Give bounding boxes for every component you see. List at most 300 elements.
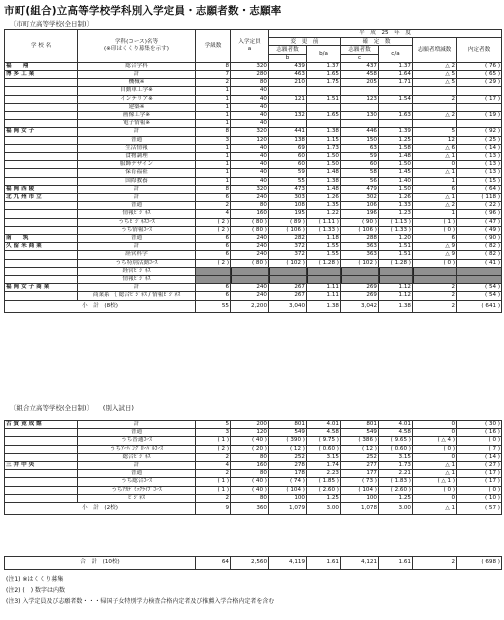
within-count-cell: ( 19 ) <box>457 111 502 119</box>
school-name-cell <box>5 251 78 259</box>
applicants-final-cell: ( 12 ) <box>341 445 379 453</box>
classes-cell: 2 <box>196 202 231 210</box>
school-name-cell <box>5 486 78 494</box>
table-row <box>5 284 502 292</box>
applicants-final-cell: 252 <box>341 453 379 461</box>
classes-cell: ( 1 ) <box>196 437 231 445</box>
applicants-final-cell: 269 <box>341 284 379 292</box>
within-count-cell: ( 25 ) <box>457 136 502 144</box>
within-count-cell: ( 41 ) <box>457 259 502 267</box>
within-count-cell: ( 57 ) <box>457 503 502 515</box>
ratio-final-cell: 1.38 <box>379 300 413 312</box>
applicant-change-cell: △ 5 <box>413 79 457 87</box>
applicants-before-cell: 132 <box>269 111 307 119</box>
ratio-final-cell <box>379 120 413 128</box>
ratio-final-cell <box>379 267 413 275</box>
grand-total-label: 合 計 (10校) <box>5 557 196 570</box>
capacity-cell: ( 80 ) <box>231 218 269 226</box>
table-row <box>5 276 502 284</box>
applicants-before-cell: 108 <box>269 202 307 210</box>
applicant-change-cell: △ 9 <box>413 251 457 259</box>
school-name-cell <box>5 429 78 437</box>
applicant-change-cell: △ 5 <box>413 70 457 78</box>
grand-total-value: 64 <box>196 557 231 570</box>
applicant-change-cell: △ 1 <box>413 152 457 160</box>
applicant-change-cell: 2 <box>413 300 457 312</box>
applicant-change-cell: △ 1 <box>413 470 457 478</box>
capacity-cell: 160 <box>231 210 269 218</box>
table-row <box>5 243 502 251</box>
school-name-cell <box>5 259 78 267</box>
course-name-cell: 建築※ <box>78 103 196 111</box>
course-name-cell: うちﾋﾞｼﾞﾈｽｺｰｽ <box>78 218 196 226</box>
ratio-before-cell <box>307 103 341 111</box>
school-name-cell <box>5 202 78 210</box>
classes-cell <box>196 276 231 284</box>
course-name-cell: 計 <box>78 185 196 193</box>
table-row <box>5 470 502 478</box>
applicants-final-cell: 302 <box>341 194 379 202</box>
school-name-cell <box>5 144 78 152</box>
capacity-cell: 240 <box>231 284 269 292</box>
applicant-change-cell: 0 <box>413 421 457 429</box>
table-row <box>5 194 502 202</box>
applicants-before-cell: 801 <box>269 421 307 429</box>
table-row <box>5 120 502 128</box>
ratio-before-cell: 1.74 <box>307 462 341 470</box>
ratio-final-cell: 1.33 <box>379 202 413 210</box>
applicant-change-cell: △ 1 <box>413 503 457 515</box>
capacity-cell: ( 40 ) <box>231 437 269 445</box>
table-row <box>5 267 502 275</box>
table-row <box>5 202 502 210</box>
ratio-final-cell: 1.45 <box>379 169 413 177</box>
school-name-cell <box>5 292 78 300</box>
within-count-cell: ( 92 ) <box>457 128 502 136</box>
applicants-before-cell <box>269 120 307 128</box>
applicant-change-cell: 0 <box>413 429 457 437</box>
course-name-cell: インテリア※ <box>78 95 196 103</box>
classes-cell: 9 <box>196 503 231 515</box>
within-count-cell: ( 17 ) <box>457 478 502 486</box>
classes-cell: 3 <box>196 429 231 437</box>
table-row <box>5 152 502 160</box>
course-name-cell: 情報ﾋﾞｼﾞﾈｽ <box>78 210 196 218</box>
grand-total-value: 4,119 <box>269 557 307 570</box>
course-name-cell: ﾋﾞｼﾞﾈｽ <box>78 494 196 502</box>
applicant-change-cell: △ 2 <box>413 202 457 210</box>
school-name-cell <box>5 152 78 160</box>
applicant-change-cell: △ 2 <box>413 111 457 119</box>
applicants-before-cell: 121 <box>269 95 307 103</box>
school-name-cell: 福 岡 西 陵 <box>5 185 78 193</box>
footnote-3: (注3) 入学定員及び志願者数・・・帰国子女特別学力検査合格内定者及び推薦入学合格内定者を含む <box>6 598 275 605</box>
applicants-final-cell: 277 <box>341 462 379 470</box>
applicants-before-cell <box>269 267 307 275</box>
applicant-change-cell: 1 <box>413 177 457 185</box>
school-name-cell: 三 井 中 央 <box>5 462 78 470</box>
applicants-before-cell: ( 390 ) <box>269 437 307 445</box>
course-name-cell: 計 <box>78 284 196 292</box>
within-count-cell: ( 82 ) <box>457 243 502 251</box>
within-count-cell: ( 13 ) <box>457 152 502 160</box>
ratio-final-cell: 1.23 <box>379 210 413 218</box>
classes-cell: 6 <box>196 243 231 251</box>
applicants-before-cell: 439 <box>269 62 307 70</box>
table-row <box>5 103 502 111</box>
classes-cell: ( 2 ) <box>196 445 231 453</box>
applicant-change-cell: 0 <box>413 453 457 461</box>
applicants-final-cell: 363 <box>341 243 379 251</box>
within-count-cell: ( 54 ) <box>457 292 502 300</box>
applicants-before-cell <box>269 276 307 284</box>
capacity-cell: 2,200 <box>231 300 269 312</box>
capacity-cell: 320 <box>231 128 269 136</box>
table-row <box>5 95 502 103</box>
course-name-cell: うち総合ｺｰｽ <box>78 478 196 486</box>
table-row <box>5 185 502 193</box>
course-name-cell: うちｱｰﾊﾞﾝｸﾞﾛｰﾊﾞﾙｺｰｽ <box>78 445 196 453</box>
table-row <box>5 111 502 119</box>
applicant-change-cell <box>413 276 457 284</box>
ratio-final-cell: 1.39 <box>379 128 413 136</box>
applicants-final-cell: ( 106 ) <box>341 226 379 234</box>
within-count-cell: ( 64 ) <box>457 185 502 193</box>
school-name-cell <box>5 445 78 453</box>
ratio-before-cell: 1.51 <box>307 95 341 103</box>
applicant-change-cell: ( 0 ) <box>413 226 457 234</box>
applicant-change-cell <box>413 120 457 128</box>
classes-cell: 1 <box>196 87 231 95</box>
ratio-final-cell: 1.54 <box>379 95 413 103</box>
school-name-cell <box>5 478 78 486</box>
classes-cell: 1 <box>196 120 231 128</box>
applicant-change-cell: △ 6 <box>413 144 457 152</box>
capacity-cell: 40 <box>231 120 269 128</box>
applicant-change-cell: ( △ 1 ) <box>413 478 457 486</box>
capacity-cell: 40 <box>231 103 269 111</box>
applicant-change-cell: ( 1 ) <box>413 218 457 226</box>
course-name-cell: 普通 <box>78 429 196 437</box>
applicant-change-cell: △ 1 <box>413 194 457 202</box>
grand-total-value: 2 <box>413 557 457 570</box>
applicants-final-cell: 60 <box>341 161 379 169</box>
header-ba: b/a <box>307 46 341 62</box>
course-name-cell: 普通 <box>78 202 196 210</box>
school-name-cell <box>5 267 78 275</box>
applicants-before-cell: ( 102 ) <box>269 259 307 267</box>
capacity-cell: 80 <box>231 453 269 461</box>
classes-cell: 4 <box>196 462 231 470</box>
applicants-final-cell: 59 <box>341 152 379 160</box>
school-name-cell <box>5 437 78 445</box>
applicants-before-cell: 69 <box>269 144 307 152</box>
ratio-before-cell: 2.23 <box>307 470 341 478</box>
ratio-before-cell: 1.48 <box>307 169 341 177</box>
table-row <box>5 503 502 515</box>
capacity-cell: 120 <box>231 429 269 437</box>
ratio-before-cell: 1.37 <box>307 62 341 70</box>
within-count-cell: ( 90 ) <box>457 235 502 243</box>
applicant-change-cell <box>413 87 457 95</box>
header-change: 志願者増減数 <box>413 38 457 63</box>
applicants-before-cell: 59 <box>269 169 307 177</box>
ratio-final-cell: 1.37 <box>379 62 413 70</box>
capacity-cell: ( 40 ) <box>231 478 269 486</box>
applicants-final-cell: 63 <box>341 144 379 152</box>
applicants-final-cell: 58 <box>341 169 379 177</box>
table-row <box>5 128 502 136</box>
ratio-final-cell: ( 1.33 ) <box>379 226 413 234</box>
footnote-2: (注2) ( ) 数字は内数 <box>6 587 65 594</box>
header-applicants-b: 志願者数 <box>269 46 307 54</box>
classes-cell: 1 <box>196 111 231 119</box>
applicants-final-cell: 123 <box>341 95 379 103</box>
course-name-cell: 電子情報※ <box>78 120 196 128</box>
applicants-before-cell: 138 <box>269 136 307 144</box>
applicants-final-cell: 150 <box>341 136 379 144</box>
school-name-cell <box>5 218 78 226</box>
ratio-before-cell: ( 1.33 ) <box>307 226 341 234</box>
applicant-change-cell: 12 <box>413 136 457 144</box>
applicants-before-cell: ( 12 ) <box>269 445 307 453</box>
course-name-cell: 機械※ <box>78 79 196 87</box>
ratio-before-cell: 1.38 <box>307 300 341 312</box>
course-name-cell: 計 <box>78 194 196 202</box>
classes-cell: 1 <box>196 95 231 103</box>
course-name-cell: 計 <box>78 462 196 470</box>
ratio-final-cell: 1.63 <box>379 111 413 119</box>
table-row <box>5 462 502 470</box>
applicants-final-cell: 56 <box>341 177 379 185</box>
within-count-cell: ( 0 ) <box>457 486 502 494</box>
table-row <box>5 70 502 78</box>
applicants-final-cell: ( 102 ) <box>341 259 379 267</box>
table-row <box>5 300 502 312</box>
ratio-before-cell: ( 9.75 ) <box>307 437 341 445</box>
applicants-before-cell <box>269 103 307 111</box>
within-count-cell: ( 0 ) <box>457 437 502 445</box>
school-name-cell <box>5 276 78 284</box>
ratio-before-cell: 1.15 <box>307 136 341 144</box>
within-count-cell: ( 47 ) <box>457 218 502 226</box>
applicant-change-cell: ( △ 4 ) <box>413 437 457 445</box>
classes-cell: 4 <box>196 210 231 218</box>
applicants-before-cell: 195 <box>269 210 307 218</box>
school-name-cell: 古 賀 竟 成 館 <box>5 421 78 429</box>
classes-cell: 7 <box>196 70 231 78</box>
course-name-cell: うちｱｶﾃﾞﾐｯｸﾗｲﾌﾞｺｰｽ <box>78 486 196 494</box>
applicants-final-cell: 177 <box>341 470 379 478</box>
applicants-final-cell: 196 <box>341 210 379 218</box>
school-name-cell: 福 岡 女 子 <box>5 128 78 136</box>
ratio-final-cell: 1.71 <box>379 79 413 87</box>
applicant-change-cell: 0 <box>413 161 457 169</box>
course-name-cell: うち特別活動ｺｰｽ <box>78 259 196 267</box>
header-school: 学 校 名 <box>5 30 78 63</box>
ratio-before-cell: 1.38 <box>307 177 341 185</box>
ratio-before-cell: 1.35 <box>307 202 341 210</box>
applicant-change-cell <box>413 267 457 275</box>
table-row <box>5 292 502 300</box>
capacity-cell <box>231 276 269 284</box>
course-name-cell: 商業系 ｛ 総合ﾋﾞｼﾞﾈｽ / 情報ﾋﾞｼﾞﾈｽ <box>78 292 196 300</box>
applicants-final-cell <box>341 267 379 275</box>
header-b: b <box>269 54 307 62</box>
school-name-cell: 博 多 工 業 <box>5 70 78 78</box>
applicants-final-cell: 549 <box>341 429 379 437</box>
applicants-final-cell: 100 <box>341 494 379 502</box>
classes-cell: 1 <box>196 177 231 185</box>
ratio-final-cell: 1.12 <box>379 292 413 300</box>
table-row <box>5 87 502 95</box>
within-count-cell: ( 16 ) <box>457 429 502 437</box>
capacity-cell: 40 <box>231 144 269 152</box>
school-name-cell <box>5 161 78 169</box>
capacity-cell: 40 <box>231 111 269 119</box>
school-name-cell <box>5 87 78 95</box>
applicants-final-cell: 446 <box>341 128 379 136</box>
capacity-cell <box>231 267 269 275</box>
header-before: 変 更 前 <box>269 38 341 46</box>
course-name-cell: 画像工学※ <box>78 111 196 119</box>
capacity-cell: 160 <box>231 462 269 470</box>
applicants-before-cell: 55 <box>269 177 307 185</box>
classes-cell: ( 1 ) <box>196 478 231 486</box>
ratio-before-cell: 1.65 <box>307 70 341 78</box>
ratio-final-cell: 1.50 <box>379 161 413 169</box>
applicants-final-cell: 269 <box>341 292 379 300</box>
applicants-final-cell: 437 <box>341 62 379 70</box>
within-count-cell: ( 15 ) <box>457 177 502 185</box>
applicants-before-cell: 441 <box>269 128 307 136</box>
within-count-cell: ( 118 ) <box>457 194 502 202</box>
ratio-final-cell: 4.01 <box>379 421 413 429</box>
applicants-final-cell: 288 <box>341 235 379 243</box>
classes-cell: 2 <box>196 453 231 461</box>
ratio-final-cell: 2.21 <box>379 470 413 478</box>
ratio-final-cell: 1.50 <box>379 185 413 193</box>
capacity-cell: ( 80 ) <box>231 259 269 267</box>
capacity-cell: ( 20 ) <box>231 445 269 453</box>
course-name-cell: 国際教養 <box>78 177 196 185</box>
applicants-final-cell <box>341 87 379 95</box>
ratio-before-cell: 3.00 <box>307 503 341 515</box>
applicants-before-cell: 278 <box>269 462 307 470</box>
municipal-schools-table <box>4 29 502 313</box>
school-name-cell <box>5 111 78 119</box>
header-capacity: 入学定員 a <box>231 30 269 63</box>
course-name-cell: 経営ﾋﾞｼﾞﾈｽ <box>78 267 196 275</box>
table-row <box>5 218 502 226</box>
school-name-cell <box>5 453 78 461</box>
applicants-final-cell: ( 73 ) <box>341 478 379 486</box>
ratio-final-cell <box>379 276 413 284</box>
school-name-cell <box>5 470 78 478</box>
ratio-final-cell: 1.12 <box>379 284 413 292</box>
footnotes <box>6 574 274 607</box>
grand-total-value: ( 698 ) <box>457 557 502 570</box>
within-count-cell: ( 96 ) <box>457 210 502 218</box>
capacity-cell: 240 <box>231 235 269 243</box>
capacity-cell: 240 <box>231 194 269 202</box>
applicants-before-cell: 372 <box>269 251 307 259</box>
ratio-final-cell: 1.26 <box>379 194 413 202</box>
table-row <box>5 235 502 243</box>
ratio-before-cell: 1.18 <box>307 235 341 243</box>
applicants-before-cell: 267 <box>269 284 307 292</box>
within-count-cell: ( 76 ) <box>457 62 502 70</box>
applicants-before-cell: 303 <box>269 194 307 202</box>
ratio-before-cell <box>307 276 341 284</box>
ratio-before-cell: 1.11 <box>307 292 341 300</box>
classes-cell: ( 1 ) <box>196 486 231 494</box>
school-name-cell: 久 留 米 商 業 <box>5 243 78 251</box>
classes-cell: 2 <box>196 79 231 87</box>
applicants-before-cell: 549 <box>269 429 307 437</box>
school-name-cell <box>5 169 78 177</box>
capacity-cell: 40 <box>231 169 269 177</box>
applicants-before-cell: 282 <box>269 235 307 243</box>
section-heading-union: 〔組合立高等学校(全日制)〕 (別入試日) <box>10 404 134 412</box>
classes-cell: 1 <box>196 144 231 152</box>
ratio-final-cell: ( 0.60 ) <box>379 445 413 453</box>
ratio-before-cell: 1.73 <box>307 144 341 152</box>
classes-cell: 6 <box>196 235 231 243</box>
course-name-cell: 総合ﾋﾞｼﾞﾈｽ <box>78 453 196 461</box>
grand-total-value: 1.61 <box>379 557 413 570</box>
ratio-final-cell: 3.00 <box>379 503 413 515</box>
within-count-cell: ( 49 ) <box>457 226 502 234</box>
grand-total-table <box>4 556 502 570</box>
applicants-before-cell: 372 <box>269 243 307 251</box>
applicants-before-cell: ( 106 ) <box>269 226 307 234</box>
ratio-final-cell: ( 2.60 ) <box>379 486 413 494</box>
applicants-final-cell: ( 104 ) <box>341 486 379 494</box>
course-name-cell: うち情報ｺｰｽ <box>78 226 196 234</box>
capacity-cell: 40 <box>231 95 269 103</box>
applicants-before-cell: 463 <box>269 70 307 78</box>
within-count-cell: ( 27 ) <box>457 462 502 470</box>
course-name-cell: 経営科学 <box>78 251 196 259</box>
grand-total-value: 4,121 <box>341 557 379 570</box>
school-name-cell: 南 筑 <box>5 235 78 243</box>
within-count-cell <box>457 267 502 275</box>
applicant-change-cell: 2 <box>413 284 457 292</box>
applicants-final-cell <box>341 120 379 128</box>
table-row <box>5 161 502 169</box>
capacity-cell: ( 80 ) <box>231 226 269 234</box>
ratio-final-cell: 1.20 <box>379 235 413 243</box>
table-row <box>5 259 502 267</box>
ratio-final-cell: 1.48 <box>379 152 413 160</box>
capacity-cell: ( 40 ) <box>231 486 269 494</box>
applicants-before-cell: ( 89 ) <box>269 218 307 226</box>
table-row <box>5 79 502 87</box>
ratio-final-cell: 1.25 <box>379 136 413 144</box>
header-classes: 学級数 <box>196 30 231 63</box>
within-count-cell <box>457 120 502 128</box>
applicants-final-cell: 1,078 <box>341 503 379 515</box>
ratio-before-cell: 1.25 <box>307 494 341 502</box>
applicant-change-cell: 1 <box>413 210 457 218</box>
capacity-cell: 360 <box>231 503 269 515</box>
course-name-cell: 普通 <box>78 470 196 478</box>
capacity-cell: 80 <box>231 79 269 87</box>
table-row <box>5 478 502 486</box>
header-within: 内定者数 <box>457 38 502 63</box>
ratio-final-cell: ( 1.13 ) <box>379 218 413 226</box>
